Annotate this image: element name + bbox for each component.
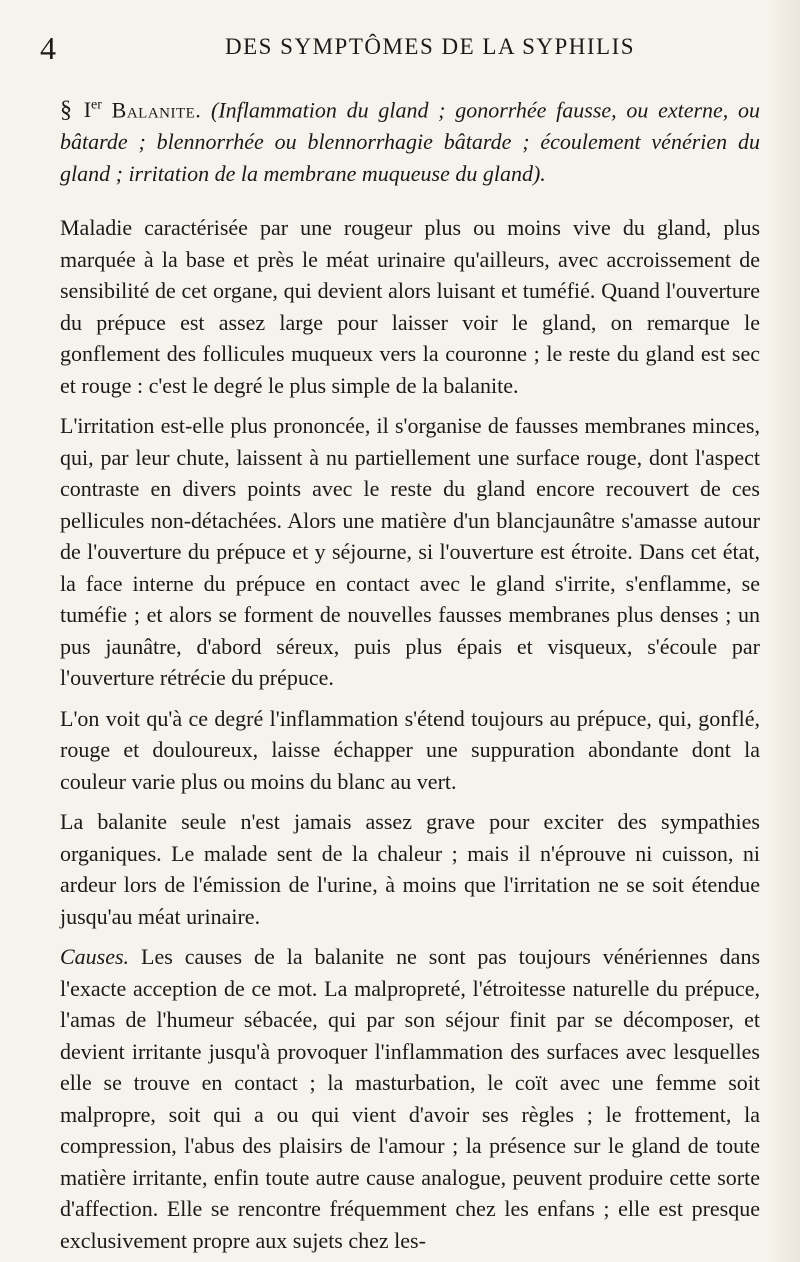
- paragraph-3: L'on voit qu'à ce degré l'inflammation s'étend toujours au prépuce, qui, gonflé, rouge et douloureux, laisse échapper une suppuration abondante dont la couleur varie plus ou moins du blanc au vert.: [60, 705, 760, 794]
- section-subtitle: (Inflammation du gland ; gonorrhée fausse, ou externe, ou bâtarde ; blennorrhée ou blennorrhagie bâtarde ; écoulement vénérien du gland ; irritation de la membrane muqueuse du gland).: [60, 97, 761, 187]
- causes-text: Les causes de la balanite ne sont pas toujours vénériennes dans l'exacte acception de ce mot. La malpropreté, l'étroitesse naturelle du prépuce, l'amas de l'humeur sébacée, qui par son séjour finit par se décomposer, et devient irritante jusqu'à provoquer l'inflammation des surfaces avec lesquelles elle se trouve en contact ; la masturbation, le coït avec une femme soit malpropre, soit qui a ou qui vient d'avoir ses règles ; le frottement, la compression, l'abus des plaisirs de l'amour ; la présence sur le gland de toute matière irritante, enfin toute autre cause analogue, peuvent produire cette sorte d'affection. Elle se rencontre fréquemment chez les enfans ; elle est presque exclusivement propre aux sujets chez les-: [60, 944, 761, 1253]
- section-number: [84, 97, 102, 122]
- causes-label: Causes.: [60, 944, 130, 970]
- section-number-main: I: [83, 97, 92, 123]
- paragraph-1: Maladie caractérisée par une rougeur plus ou moins vive du gland, plus marquée à la base et près le méat urinaire qu'ailleurs, avec accroissement de sensibilité de cet organe, qui devient alors luisant et tuméfié. Quand l'ouverture du prépuce est assez large pour laisser voir le gland, on remarque le gonflement des follicules muqueux vers la couronne ; le reste du gland est sec et rouge : c'est le degré le plus simple de la balanite.: [60, 215, 760, 398]
- section-heading: [60, 90, 760, 190]
- page-number: 4: [40, 30, 56, 66]
- page-body: [60, 90, 760, 1262]
- causes-paragraph: [60, 941, 760, 1256]
- page-header: [40, 20, 760, 70]
- section-title: Balanite.: [111, 97, 202, 123]
- paragraph-4: La balanite seule n'est jamais assez grave pour exciter des sympathies organiques. Le malade sent de la chaleur ; mais il n'éprouve ni cuisson, ni ardeur lors de l'émission de l'urine, à moins que l'irritation ne se soit étendue jusqu'au méat urinaire.: [60, 809, 760, 929]
- running-head: DES SYMPTÔMES DE LA SYPHILIS: [224, 34, 636, 59]
- section-mark: §: [60, 97, 72, 124]
- paragraph-2: L'irritation est-elle plus prononcée, il s'organise de fausses membranes minces, qui, par leur chute, laissent à nu partiellement une surface rouge, dont l'aspect contraste en divers points avec le reste du gland encore recouvert de ces pellicules non-détachées. Alors une matière d'un blancjaunâtre s'amasse autour de l'ouverture du prépuce et y séjourne, si l'ouverture est étroite. Dans cet état, la face interne du prépuce en contact avec le gland s'irrite, s'enflamme, se tuméfie ; et alors se forment de nouvelles fausses membranes plus denses ; un pus jaunâtre, d'abord séreux, puis plus épais et visqueux, s'écoule par l'ouverture rétrécie du prépuce.: [60, 413, 760, 691]
- section-number-sup: er: [91, 98, 102, 113]
